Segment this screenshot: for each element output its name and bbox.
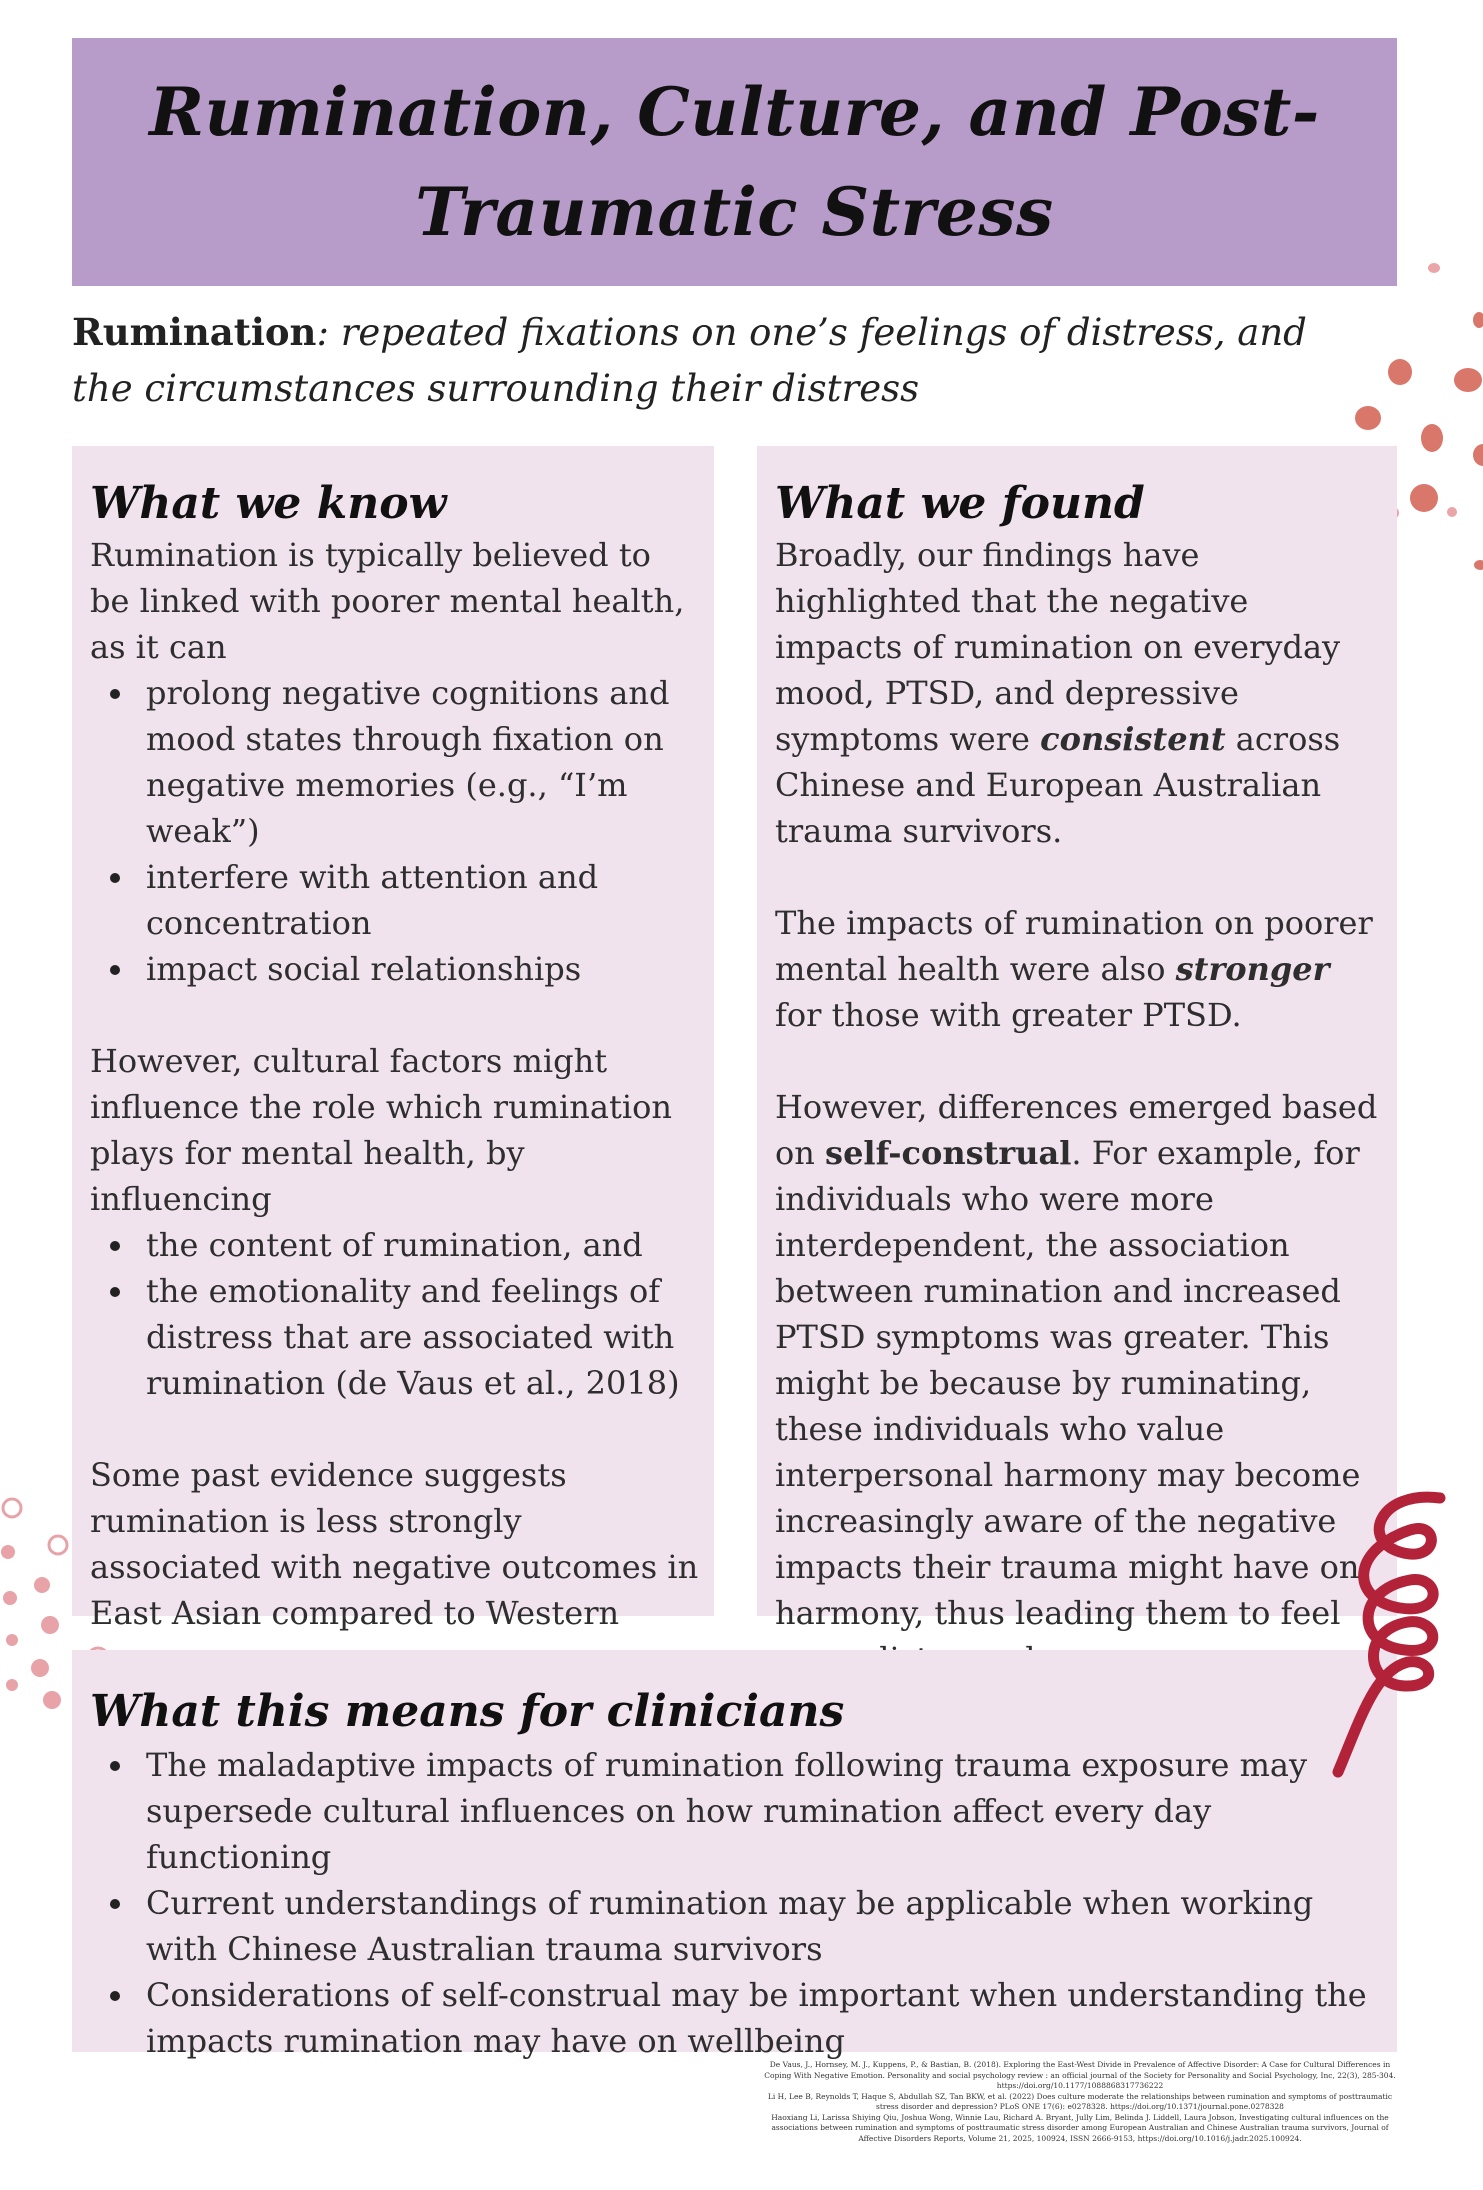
list-item: Current understandings of rumination may be applicable when working with Chinese Australian trauma survivors — [146, 1880, 1377, 1972]
emphasis-stronger: stronger — [1175, 950, 1330, 988]
page-title: Rumination, Culture, and Post-Traumatic Stress — [149, 73, 1320, 251]
know-bullets-2 — [90, 1222, 700, 1406]
list-item: interfere with attention and concentration — [146, 854, 700, 946]
reference-item: Haoxiang Li, Larissa Shiying Qiu, Joshua Wong, Winnie Lau, Richard A. Bryant, Jully Lim, Belinda J. Liddell, Laura Jobson, Investigating cultural influences on the associations between rumination and symptoms of posttraumatic stress disorder among European Australian and Chinese Australian trauma survivors, Journal of Affective Disorders Reports, Volume 21, 2025, 100924, ISSN 2666-9153, https://doi.org/10.1016/j.jadr.2025.100924. — [771, 2112, 1389, 2143]
list-item: Considerations of self-construal may be important when understanding the impacts rumination may have on wellbeing — [146, 1972, 1377, 2064]
reference-item: Li H, Lee B, Reynolds T, Haque S, Abdullah SZ, Tan BKW, et al. (2022) Does culture moderate the relationships between rumination and symptoms of posttraumatic stress disorder and depression? PLoS ONE 17(6): e0278328. https://doi.org/10.1371/journal.pone.0278328 — [767, 2091, 1393, 2111]
red-squiggle-icon — [1320, 1480, 1460, 1780]
rumination-definition — [72, 304, 1372, 417]
know-bullets-1 — [90, 670, 700, 992]
list-item: the emotionality and feelings of distress that are associated with rumination (de Vaus et al., 2018) — [146, 1268, 700, 1406]
emphasis-self-construal: self-construal — [825, 1134, 1072, 1172]
what-we-know-panel — [72, 446, 714, 1632]
references — [760, 2060, 1400, 2144]
clinicians-heading: What this means for clinicians — [90, 1686, 845, 1737]
emphasis-consistent: consistent — [1040, 720, 1226, 758]
know-cultural-factors: However, cultural factors might influence the role which rumination plays for mental health, by influencing — [90, 1042, 672, 1218]
know-intro: Rumination is typically believed to be linked with poorer mental health, as it can — [90, 536, 685, 666]
found-paragraph-1: Broadly, our findings have highlighted that the negative impacts of rumination on everyday mood, PTSD, and depressive symptoms were consistent across Chinese and European Australian trauma survivors. — [775, 536, 1341, 850]
know-past-evidence: Some past evidence suggests rumination is less strongly associated with negative outcomes in East Asian compared to Western — [90, 1456, 699, 1632]
list-item: The maladaptive impacts of rumination following trauma exposure may supersede cultural influences on how rumination affect every day functioning — [146, 1742, 1377, 1880]
definition-term: Rumination — [72, 310, 317, 354]
list-item: prolong negative cognitions and mood states through fixation on negative memories (e.g., “I’m weak”) — [146, 670, 700, 854]
list-item: impact social relationships — [146, 946, 700, 992]
found-paragraph-3: However, differences emerged based on self-construal. For example, for individuals who were more interdependent, the association between rumination and increased PTSD symptoms was greater. This might be because by ruminating, these individuals who value interpersonal harmony may become increasingly aware of the negative impacts their trauma might have on harmony, thus leading them to feel — [775, 1088, 1378, 1632]
reference-item: De Vaus, J., Hornsey, M. J., Kuppens, P., & Bastian, B. (2018). Exploring the East-West Divide in Prevalence of Affective Disorder: A Case for Cultural Differences in Coping With Negative Emotion. Personality and social psychology review : an official journal of the Society for Personality and Social Psychology, Inc, 22(3), 285-304. https://doi.org/10.1177/1088868317736222 — [764, 2060, 1396, 2090]
what-we-know-heading: What we know — [90, 478, 447, 529]
clinicians-panel — [72, 1650, 1397, 2060]
what-we-found-panel — [757, 446, 1397, 1632]
what-we-found-heading: What we found — [775, 478, 1145, 529]
found-paragraph-2: The impacts of rumination on poorer mental health were also stronger for those with greater PTSD. — [775, 904, 1373, 1034]
list-item: the content of rumination, and — [146, 1222, 700, 1268]
definition-text: : repeated fixations on one’s feelings of distress, and the circumstances surrounding their distress — [72, 311, 1307, 410]
title-banner — [72, 38, 1397, 286]
clinicians-bullets — [90, 1742, 1377, 2064]
